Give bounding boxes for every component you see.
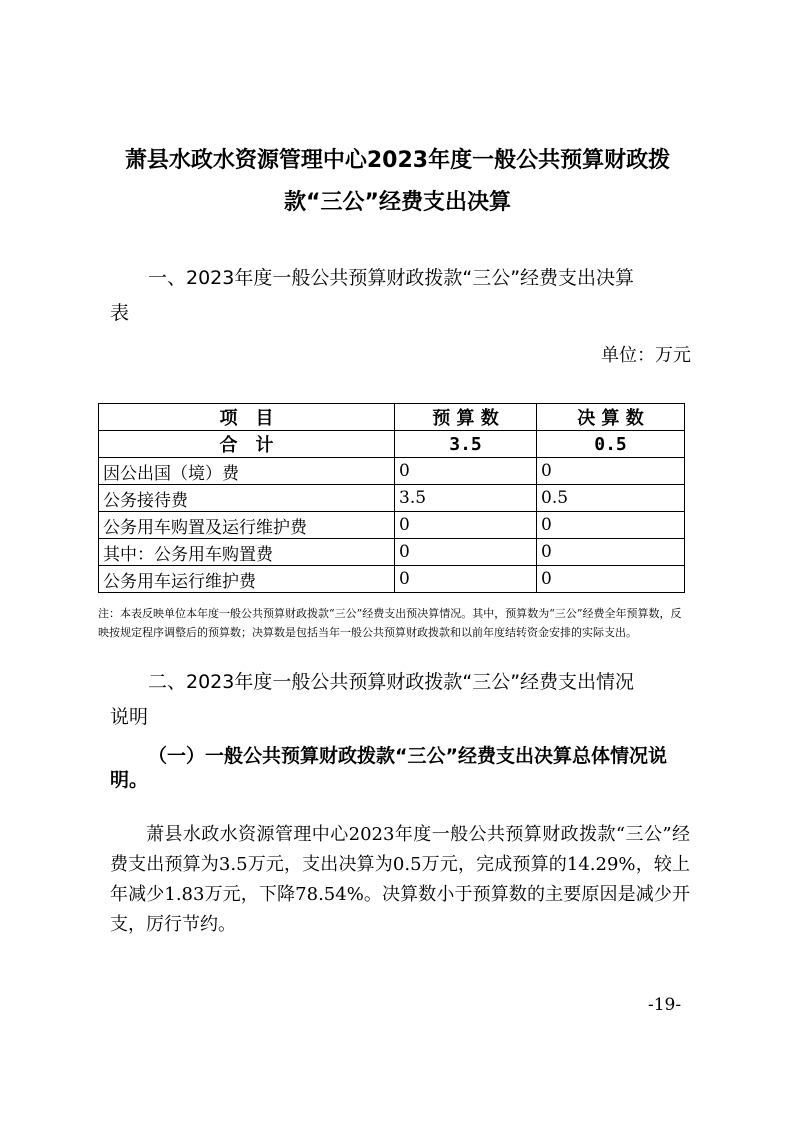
table-row [99,458,685,485]
row-actual: 0 [537,539,685,566]
row-label: 公务用车运行维护费 [99,566,395,593]
row-label: 因公出国（境）费 [99,458,395,485]
row-budget: 0 [395,458,537,485]
row-label: 其中：公务用车购置费 [99,539,395,566]
table-row [99,566,685,593]
header-actual: 决 算 数 [537,404,685,431]
header-budget: 预 算 数 [395,404,537,431]
row-actual: 0 [537,458,685,485]
row-label: 公务接待费 [99,485,395,512]
document-title-line2: 款“三公”经费支出决算 [284,190,511,215]
subsection1-heading: （一）一般公共预算财政拨款“三公”经费支出决算总体情况说明。 [110,745,667,791]
row-budget: 0 [395,566,537,593]
section2-heading-line2: 说明 [110,706,149,728]
section1-heading-line2: 表 [110,302,130,324]
table-note: 注：本表反映单位本年度一般公共预算财政拨款“三公”经费支出预决算情况。其中，预算数为“三公”经费全年预算数，反映按规定程序调整后的预算数；决算数是包括当年一般公共预算财政拨款和以前年度结转资金安排的实际支出。 [98,607,682,639]
row-actual: 0 [537,512,685,539]
document-title-line1: 萧县水政水资源管理中心2023年度一般公共预算财政拨 [124,148,671,173]
unit-label: 单位：万元 [601,345,691,366]
row-budget: 3.5 [395,485,537,512]
table-row [99,485,685,512]
table-header-row [99,404,685,431]
budget-table [98,403,685,593]
row-budget: 0 [395,539,537,566]
header-item: 项 目 [99,404,395,431]
total-actual: 0.5 [537,431,685,458]
table-total-row [99,431,685,458]
row-budget: 0 [395,512,537,539]
total-label: 合 计 [99,431,395,458]
table-row [99,539,685,566]
summary-paragraph: 萧县水政水资源管理中心2023年度一般公共预算财政拨款“三公”经费支出预算为3.5万元，支出决算为0.5万元，完成预算的14.29%，较上年减少1.83万元，下降78.54%。决算数小于预算数的主要原因是减少开支，厉行节约。 [110,824,690,935]
total-budget: 3.5 [395,431,537,458]
table-row [99,512,685,539]
row-actual: 0.5 [537,485,685,512]
row-actual: 0 [537,566,685,593]
section1-heading-line1: 一、2023年度一般公共预算财政拨款“三公”经费支出决算 [148,267,635,289]
section2-heading-line1: 二、2023年度一般公共预算财政拨款“三公”经费支出情况 [148,671,635,693]
page-number: -19- [648,995,682,1015]
row-label: 公务用车购置及运行维护费 [99,512,395,539]
